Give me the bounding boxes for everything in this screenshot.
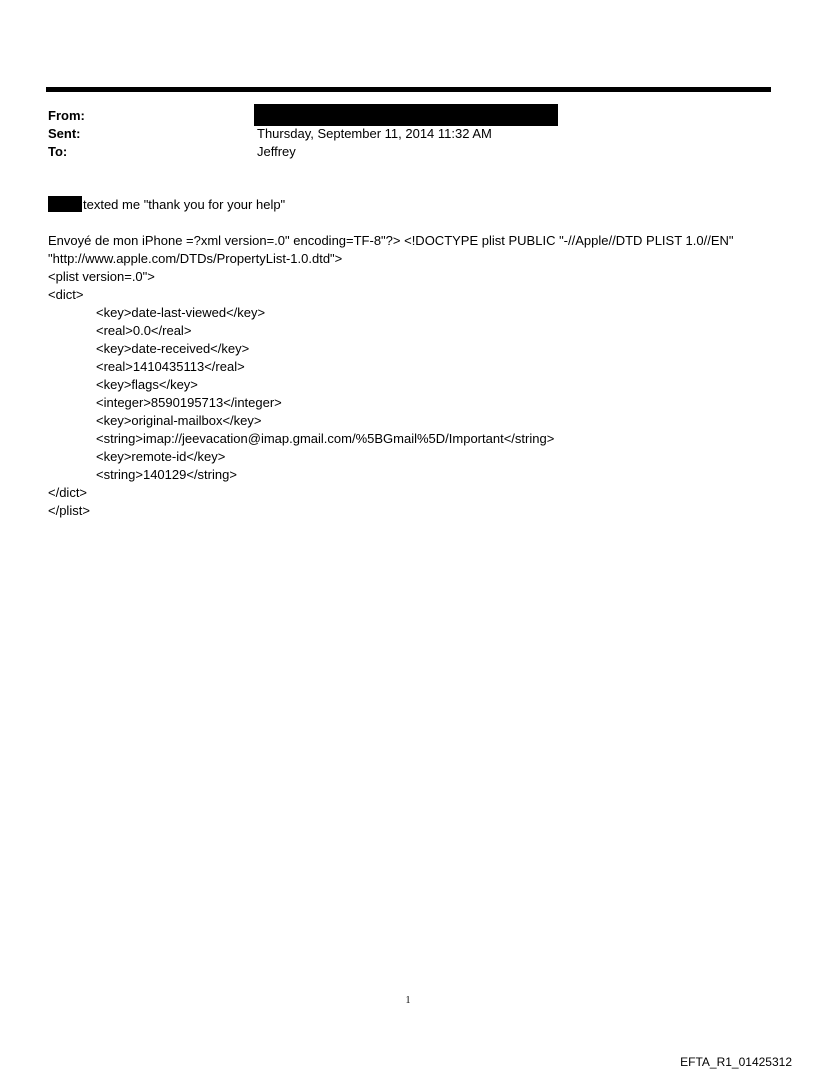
body-line: <string>140129</string> [96,467,237,482]
plist-block [48,232,768,520]
to-label: To: [48,144,68,159]
body-line: <string>imap://jeevacation@imap.gmail.com/%5BGmail%5D/Important</string> [96,431,555,446]
body-line: <real>1410435113</real> [96,359,245,374]
to-row [48,143,768,161]
page-number: 1 [405,995,411,1006]
email-body [48,196,768,520]
header-rule [46,87,771,92]
sent-value: Thursday, September 11, 2014 11:32 AM [257,126,492,141]
body-line: "http://www.apple.com/DTDs/PropertyList-1.0.dtd"> [48,251,343,266]
redaction-box-name [48,196,82,212]
sent-label: Sent: [48,126,81,141]
intro-text: texted me "thank you for your help" [83,197,286,212]
body-line: Envoyé de mon iPhone =?xml version=.0" encoding=TF-8"?> <!DOCTYPE plist PUBLIC "-//Apple//DTD PLIST 1.0//EN" [48,233,734,248]
body-line: <key>flags</key> [96,377,198,392]
body-line: <integer>8590195713</integer> [96,395,282,410]
bates-number: EFTA_R1_01425312 [680,1055,792,1069]
to-value: Jeffrey [257,144,296,159]
body-line: <key>original-mailbox</key> [96,413,262,428]
intro-line [48,196,768,214]
body-line: <key>date-last-viewed</key> [96,305,266,320]
body-line: <key>remote-id</key> [96,449,226,464]
body-line: <key>date-received</key> [96,341,250,356]
from-label: From: [48,108,85,123]
email-header [48,107,768,161]
body-line: <real>0.0</real> [96,323,192,338]
paragraph-gap [48,214,768,232]
body-line: <plist version=.0"> [48,269,155,284]
sent-row [48,125,768,143]
body-line: </plist> [48,503,90,518]
body-line: <dict> [48,287,84,302]
body-line: </dict> [48,485,88,500]
from-row [48,107,768,125]
redaction-box-from [254,104,558,126]
